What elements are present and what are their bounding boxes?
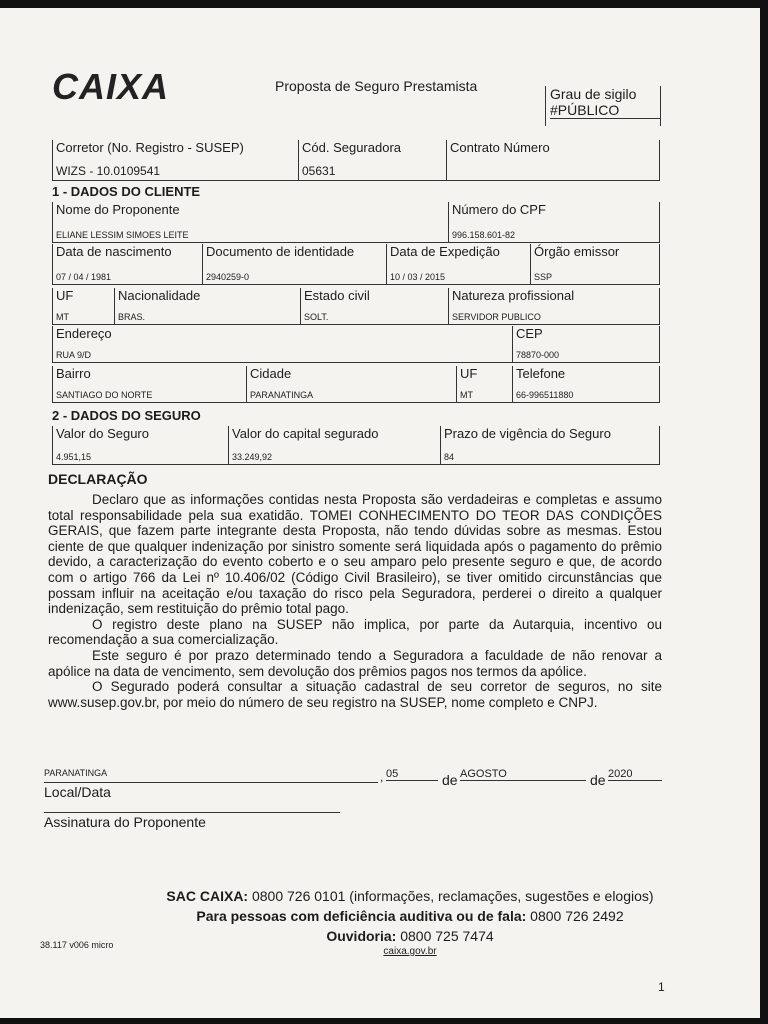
uf2-label: UF bbox=[460, 366, 478, 381]
cep-value: 78870-000 bbox=[516, 350, 560, 360]
prazo-label: Prazo de vigência do Seguro bbox=[444, 426, 611, 441]
cpf-value: 996.158.601-82 bbox=[452, 230, 516, 240]
cpf-label: Número do CPF bbox=[452, 202, 546, 217]
contrato-label: Contrato Número bbox=[450, 140, 550, 155]
nacionalidade-row bbox=[52, 288, 660, 325]
cep-label: CEP bbox=[516, 326, 543, 341]
ouvidoria-line bbox=[60, 928, 760, 944]
sigilo-value: #PÚBLICO bbox=[550, 102, 660, 119]
local-value: PARANATINGA bbox=[44, 768, 108, 778]
ouvidoria-label: Ouvidoria: bbox=[326, 928, 397, 944]
nascimento-label: Data de nascimento bbox=[56, 244, 172, 259]
telefone-label: Telefone bbox=[516, 366, 566, 381]
valor-seguro-value: 4.951,15 bbox=[56, 452, 92, 462]
site-link[interactable]: caixa.gov.br bbox=[383, 946, 437, 957]
endereco-value: RUA 9/D bbox=[56, 350, 92, 360]
corretor-value: WIZS - 10.0109541 bbox=[56, 164, 161, 178]
capital-label: Valor do capital segurado bbox=[232, 426, 379, 441]
seguradora-cell bbox=[298, 140, 442, 180]
section-dados-cliente: 1 - DADOS DO CLIENTE bbox=[52, 184, 201, 199]
valor-seguro-cell bbox=[52, 426, 224, 464]
bairro-row bbox=[52, 366, 660, 403]
page-number: 1 bbox=[658, 980, 665, 994]
prazo-cell bbox=[440, 426, 660, 464]
date-de-1: de bbox=[442, 772, 458, 788]
bairro-label: Bairro bbox=[56, 366, 91, 381]
orgao-label: Órgão emissor bbox=[534, 244, 620, 259]
expedicao-value: 10 / 03 / 2015 bbox=[390, 272, 446, 282]
contrato-cell bbox=[446, 140, 660, 180]
section-dados-seguro: 2 - DADOS DO SEGURO bbox=[52, 408, 201, 423]
nascimento-cell bbox=[52, 244, 201, 284]
orgao-value: SSP bbox=[534, 272, 553, 282]
natureza-value: SERVIDOR PUBLICO bbox=[452, 312, 541, 322]
sigilo-box bbox=[545, 86, 661, 126]
endereco-cell bbox=[52, 326, 511, 362]
uf2-cell bbox=[456, 366, 510, 402]
estado-civil-value: SOLT. bbox=[304, 312, 329, 322]
uf-value: MT bbox=[56, 312, 69, 322]
valor-seguro-label: Valor do Seguro bbox=[56, 426, 149, 441]
identidade-value: 2940259-0 bbox=[206, 272, 250, 282]
corretor-label: Corretor (No. Registro - SUSEP) bbox=[56, 140, 244, 155]
uf-label: UF bbox=[56, 288, 74, 303]
identidade-cell bbox=[202, 244, 386, 284]
orgao-cell bbox=[530, 244, 660, 284]
estado-civil-cell bbox=[300, 288, 444, 324]
nome-cell bbox=[52, 202, 446, 242]
seguradora-value: 05631 bbox=[302, 164, 336, 178]
bairro-cell bbox=[52, 366, 244, 402]
cidade-label: Cidade bbox=[250, 366, 292, 381]
capital-value: 33.249,92 bbox=[232, 452, 273, 462]
nacionalidade-value: BRAS. bbox=[118, 312, 146, 322]
declaracao-paragraph-3: Este seguro é por prazo determinado tendo a Seguradora a faculdade de não renovar a apólice na data de vencimento, sem devolução dos prêmios pagos nos termos da apólice. bbox=[48, 647, 662, 679]
nome-row bbox=[52, 202, 660, 243]
sac-line bbox=[60, 888, 760, 904]
cidade-cell bbox=[246, 366, 455, 402]
nome-value: ELIANE LESSIM SIMOES LEITE bbox=[56, 230, 189, 240]
endereco-row bbox=[52, 326, 660, 363]
declaracao-paragraph-1: Declaro que as informações contidas nesta Proposta são verdadeiras e completas e assumo total responsabilidade pela sua exatidão. TOMEI CONHECIMENTO DO TEOR DAS CONDIÇÕES GERAIS, que fazem parte integrante desta Proposta, não tendo dúvidas sobre as mesmas. Estou ciente de que qualquer indenização por sinistro somente será liquidada após o pagamento do prêmio devido, a caracterização do evento coberto e o seu amparo pelo presente seguro e que, de acordo com o artigo 766 da Lei nº 10.406/02 (Código Civil Brasileiro), se tiver omitido circunstâncias que possam influir na aceitação e/ou taxação do risco pela Seguradora, perderei o direito a qualquer indenização, sem restituição do prêmio total pago. bbox=[48, 492, 662, 617]
nacionalidade-cell bbox=[114, 288, 298, 324]
seguro-row bbox=[52, 426, 660, 465]
date-comma: , bbox=[380, 770, 384, 784]
prazo-value: 84 bbox=[444, 452, 455, 462]
seguradora-label: Cód. Seguradora bbox=[302, 140, 402, 155]
expedicao-cell bbox=[386, 244, 530, 284]
natureza-cell bbox=[448, 288, 660, 324]
nascimento-value: 07 / 04 / 1981 bbox=[56, 272, 112, 282]
deficiencia-text: 0800 726 2492 bbox=[530, 908, 624, 924]
date-month: AGOSTO bbox=[460, 768, 586, 781]
cidade-value: PARANATINGA bbox=[250, 390, 314, 400]
bairro-value: SANTIAGO DO NORTE bbox=[56, 390, 153, 400]
natureza-label: Natureza profissional bbox=[452, 288, 575, 303]
assinatura-line bbox=[44, 812, 340, 813]
corretor-row bbox=[52, 140, 660, 181]
sac-label: SAC CAIXA: bbox=[166, 888, 249, 904]
cpf-cell bbox=[448, 202, 660, 242]
estado-civil-label: Estado civil bbox=[304, 288, 370, 303]
declaracao-paragraph-4: O Segurado poderá consultar a situação cadastral de seu corretor de seguros, no site www.susep.gov.br, por meio do número de seu registro na SUSEP, nome completo e CNPJ. bbox=[48, 679, 662, 710]
uf-cell bbox=[52, 288, 111, 324]
caixa-logo: CAIXA bbox=[52, 66, 170, 107]
document-title: Proposta de Seguro Prestamista bbox=[275, 78, 478, 94]
declaracao-body bbox=[48, 492, 662, 710]
endereco-label: Endereço bbox=[56, 326, 112, 341]
cep-cell bbox=[512, 326, 660, 362]
deficiencia-line bbox=[60, 908, 760, 924]
assinatura-label: Assinatura do Proponente bbox=[44, 814, 206, 830]
deficiencia-label: Para pessoas com deficiência auditiva ou de fala: bbox=[196, 908, 527, 924]
date-de-2: de bbox=[590, 772, 606, 788]
date-year: 2020 bbox=[608, 768, 662, 781]
form-code: 38.117 v006 micro bbox=[40, 940, 114, 950]
expedicao-label: Data de Expedição bbox=[390, 244, 500, 259]
nome-label: Nome do Proponente bbox=[56, 202, 180, 217]
corretor-cell bbox=[52, 140, 296, 180]
document-page bbox=[0, 8, 760, 1018]
telefone-cell bbox=[512, 366, 660, 402]
nacionalidade-label: Nacionalidade bbox=[118, 288, 201, 303]
documento-row bbox=[52, 244, 660, 285]
ouvidoria-text: 0800 725 7474 bbox=[400, 928, 494, 944]
capital-cell bbox=[228, 426, 437, 464]
local-line bbox=[44, 782, 378, 783]
declaracao-paragraph-2: O registro deste plano na SUSEP não implica, por parte da Autarquia, incentivo ou recomendação a sua comercialização. bbox=[48, 616, 662, 648]
date-day: 05 bbox=[386, 768, 438, 781]
sac-text: 0800 726 0101 (informações, reclamações, sugestões e elogios) bbox=[251, 888, 654, 904]
sigilo-label: Grau de sigilo bbox=[550, 86, 637, 102]
telefone-value: 66-996511880 bbox=[516, 390, 574, 400]
declaracao-title: DECLARAÇÃO bbox=[48, 471, 148, 487]
local-data-label: Local/Data bbox=[44, 784, 111, 800]
uf2-value: MT bbox=[460, 390, 473, 400]
identidade-label: Documento de identidade bbox=[206, 244, 355, 259]
